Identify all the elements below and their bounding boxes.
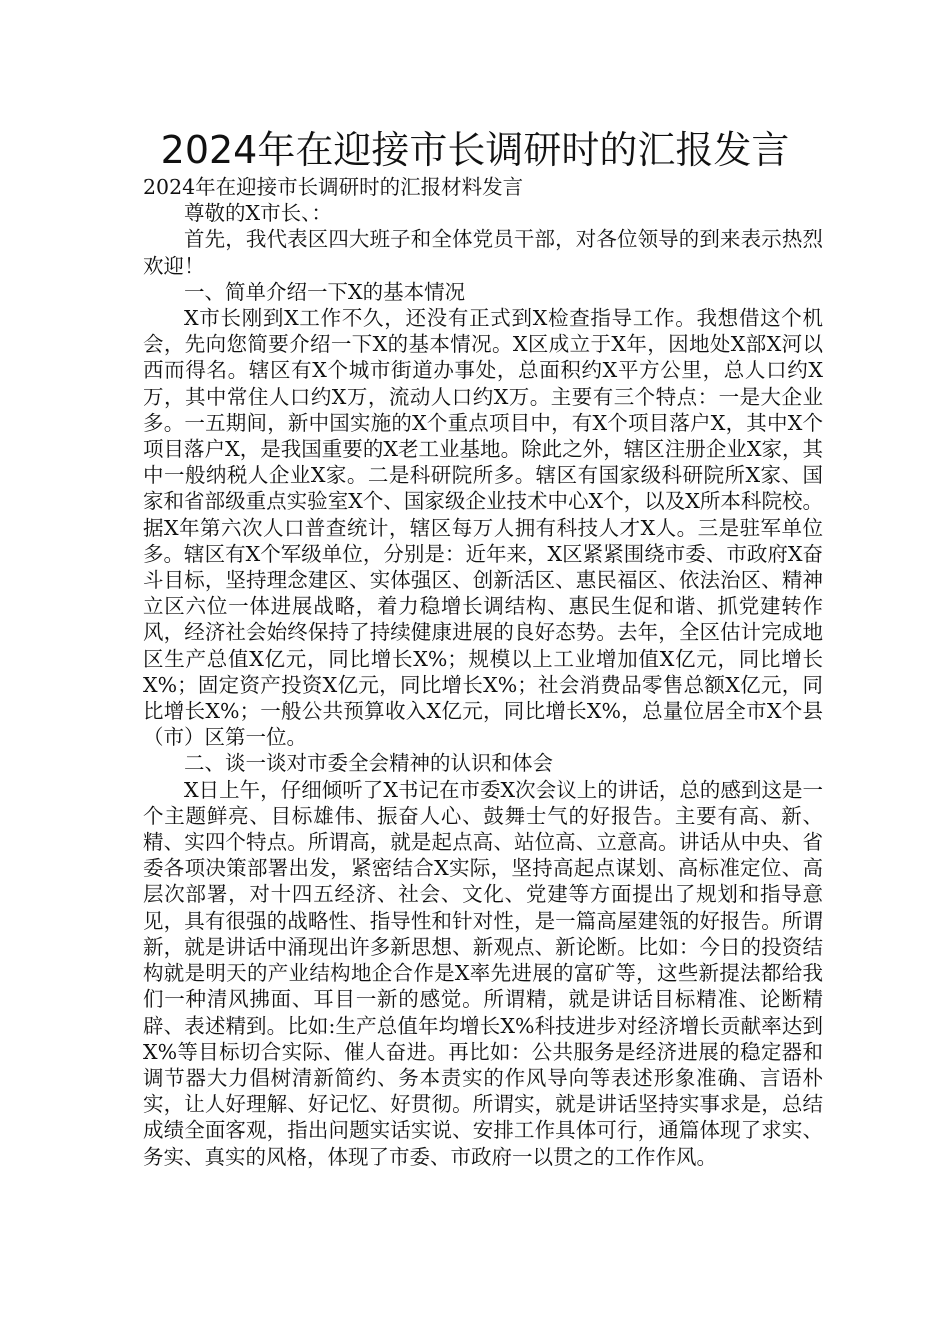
section-heading-2: 二、谈一谈对市委全会精神的认识和体会 (184, 751, 553, 776)
salutation: 尊敬的X市长、： (184, 201, 332, 226)
document-title: 2024年在迎接市长调研时的汇报发言 (160, 128, 790, 172)
section-heading-1: 一、简单介绍一下X的基本情况 (184, 279, 466, 304)
section-1-paragraph: X市长刚到X工作不久，还没有正式到X检查指导工作。我想借这个机会，先向您简要介绍一下X的基本情况。X区成立于X年，因地处X部X河以西而得名。辖区有X个城市街道办事处，总面积约X平方公里，总人口约X万，其中常住人口约X万，流动人口约X万。主要有三个特点：一是大企业多。一五期间，新中国实施的X个重点项目中，有X个项目落户X，其中X个项目落户X，是我国重要的X老工业基地。除此之外，辖区注册企业X家，其中一般纳税人企业X家。二是科研院所多。辖区有国家级科研院所X家、国家和省部级重点实验室X个、国家级企业技术中心X个，以及X所本科院校。据X年第六次人口普查统计，辖区每万人拥有科技人才X人。三是驻军单位多。辖区有X个军级单位，分别是：近年来，X区紧紧围绕市委、市政府X奋斗目标，坚持理念建区、实体强区、创新活区、惠民福区、依法治区、精神立区六位一体进展战略，着力稳增长调结构、惠民生促和谐、抓党建转作风，经济社会始终保持了持续健康进展的良好态势。去年，全区估计完成地区生产总值X亿元，同比增长X%；规模以上工业增加值X亿元，同比增长X%；固定资产投资X亿元，同比增长X%；社会消费品零售总额X亿元，同比增长X%；一般公共预算收入X亿元，同比增长X%，总量位居全市X个县（市）区第一位。 (143, 306, 823, 750)
opening-paragraph: 首先，我代表区四大班子和全体党员干部，对各位领导的到来表示热烈欢迎！ (143, 227, 823, 278)
document-body (143, 174, 823, 1170)
subtitle-line: 2024年在迎接市长调研时的汇报材料发言 (143, 175, 524, 199)
section-2-paragraph: X日上午，仔细倾听了X书记在市委X次会议上的讲话，总的感到这是一个主题鲜亮、目标雄伟、振奋人心、鼓舞士气的好报告。主要有高、新、精、实四个特点。所谓高，就是起点高、站位高、立意高。讲话从中央、省委各项决策部署出发，紧密结合X实际，坚持高起点谋划、高标准定位、高层次部署，对十四五经济、社会、文化、党建等方面提出了规划和指导意见，具有很强的战略性、指导性和针对性，是一篇高屋建瓴的好报告。所谓新，就是讲话中涌现出许多新思想、新观点、新论断。比如：今日的投资结构就是明天的产业结构地企合作是X率先进展的富矿等，这些新提法都给我们一种清风拂面、耳目一新的感觉。所谓精，就是讲话目标精准、论断精辟、表述精到。比如:生产总值年均增长X%科技进步对经济增长贡献率达到X%等目标切合实际、催人奋进。再比如：公共服务是经济进展的稳定器和调节器大力倡树清新简约、务本责实的作风导向等表述形象准确、言语朴实，让人好理解、好记忆、好贯彻。所谓实，就是讲话坚持实事求是，总结成绩全面客观，指出问题实话实说、安排工作具体可行，通篇体现了求实、务实、真实的风格，体现了市委、市政府一以贯之的工作作风。 (143, 777, 823, 1169)
